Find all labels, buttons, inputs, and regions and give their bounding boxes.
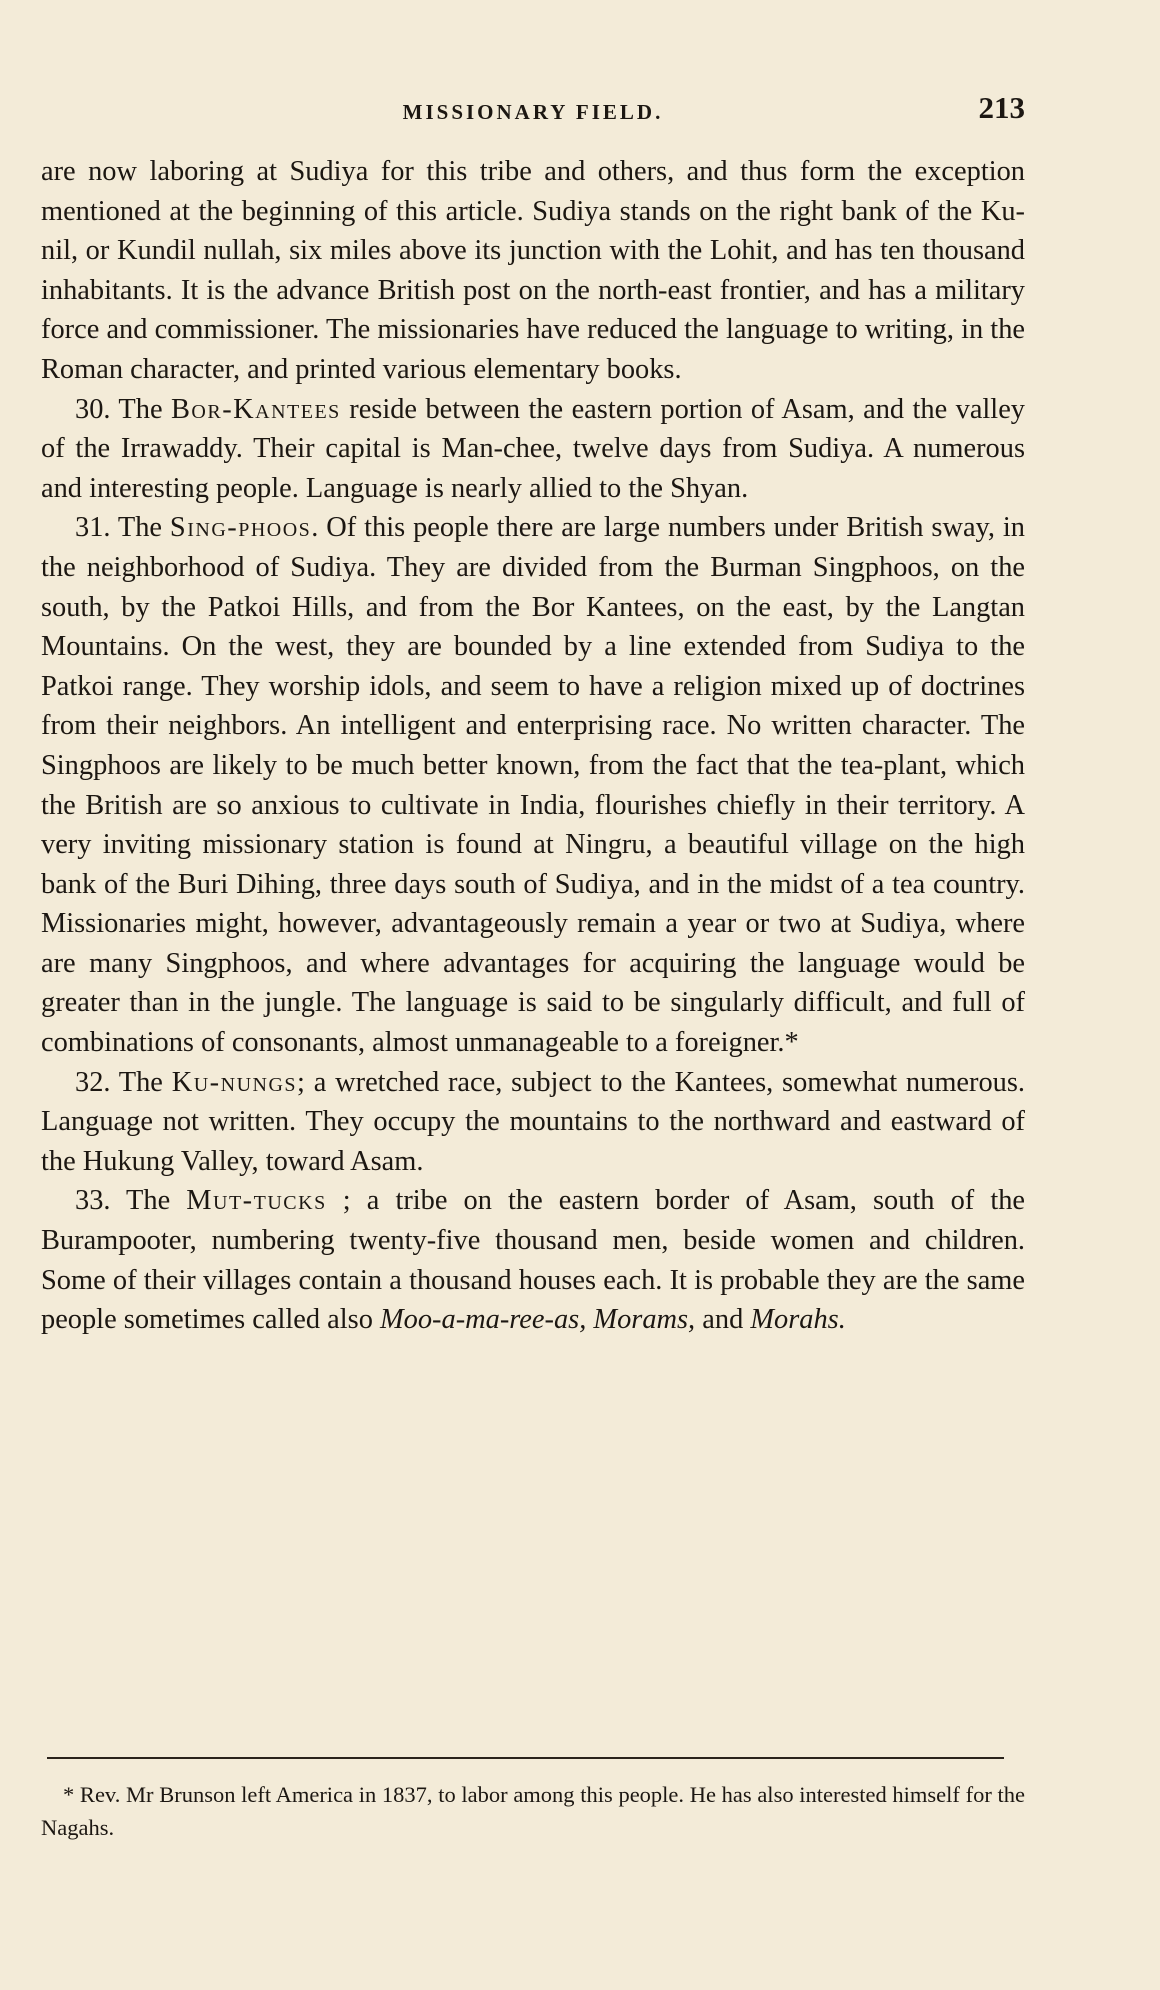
paragraph-31-sing-phoos: [41, 508, 1025, 1062]
separator-text: and: [695, 1304, 751, 1336]
paragraph-32-ku-nungs: [41, 1063, 1025, 1182]
paragraph-number: 32. The: [75, 1066, 172, 1098]
italic-name: Morams,: [593, 1304, 696, 1336]
tribe-name: Ku-nungs: [171, 1066, 298, 1098]
paragraph-30-bor-kantees: [41, 390, 1025, 509]
paragraph-number: 31. The: [75, 512, 170, 544]
paragraph-number: 30. The: [75, 393, 171, 425]
paragraph-33-mut-tucks: [41, 1181, 1025, 1339]
tribe-name: Mut-tucks: [186, 1185, 327, 1217]
paragraph-text: reside between the eastern portion of Asam, and the valley of the Irrawaddy. Their capital is Man-chee, twelve days from Sudiya. A numerous and interesting people. Language is nearly allied to the Shyan.: [41, 393, 1025, 504]
italic-name: Moo-a-ma-ree-as,: [380, 1304, 587, 1336]
running-title: MISSIONARY FIELD.: [402, 100, 664, 124]
paragraph-text: are now laboring at Sudiya for this tribe and others, and thus form the exception mentioned at the beginning of this article. Sudiya stands on the right bank of the Ku-nil, or Kundil nullah, six miles above its junction with the Lohit, and has ten thousand inhabitants. It is the advance British post on the north-east frontier, and has a military force and commissioner. The missionaries have reduced the language to writing, in the Roman character, and printed various elementary books.: [41, 156, 1025, 385]
paragraph-number: 33. The: [75, 1185, 187, 1217]
paragraph-text: . Of this people there are large numbers under British sway, in the neighborhood of Sudiya. They are divided from the Burman Singphoos, on the south, by the Patkoi Hills, and from the Bor Kantees, on the east, by the Langtan Mountains. On the west, they are bounded by a line extended from Sudiya to the Patkoi range. They worship idols, and seem to have a religion mixed up of doctrines from their neighbors. An intelligent and enterprising race. No written character. The Singphoos are likely to be much better known, from the fact that the tea-plant, which the British are so anxious to cultivate in India, flourishes chiefly in their territory. A very inviting missionary station is found at Ningru, a beautiful village on the high bank of the Buri Dihing, three days south of Sudiya, and in the midst of a tea country. Missionaries might, however, advantageously remain a year or two at Sudiya, where are many Singphoos, and where advantages for acquiring the language would be greater than in the jungle. The language is said to be singularly difficult, and full of combinations of consonants, almost unmanageable to a foreigner.*: [41, 512, 1025, 1059]
tribe-name: Sing-phoos: [169, 512, 312, 544]
paragraph-text: ; a wretched race, subject to the Kantees, somewhat numerous. Language not written. They occupy the mountains to the northward and eastward of the Hukung Valley, toward Asam.: [41, 1066, 1025, 1177]
paragraph-continuation: [41, 152, 1025, 390]
tribe-name: Bor-Kantees: [170, 393, 341, 425]
footnote-rule: [47, 1757, 1004, 1759]
footnote-text: * Rev. Mr Brunson left America in 1837, to labor among this people. He has also interested himself for the Nagahs.: [41, 1782, 1025, 1840]
page-header: [41, 92, 1025, 132]
italic-name: Morahs.: [750, 1304, 846, 1336]
footnote: [41, 1778, 1025, 1844]
body-text: [41, 152, 1025, 1340]
paragraph-text: ; a tribe on the eastern border of Asam, south of the Burampooter, numbering twenty-five thousand men, beside women and children. Some of their villages contain a thousand houses each. It is probable they are the same people sometimes called also: [41, 1185, 1025, 1336]
page-number: 213: [978, 90, 1025, 125]
